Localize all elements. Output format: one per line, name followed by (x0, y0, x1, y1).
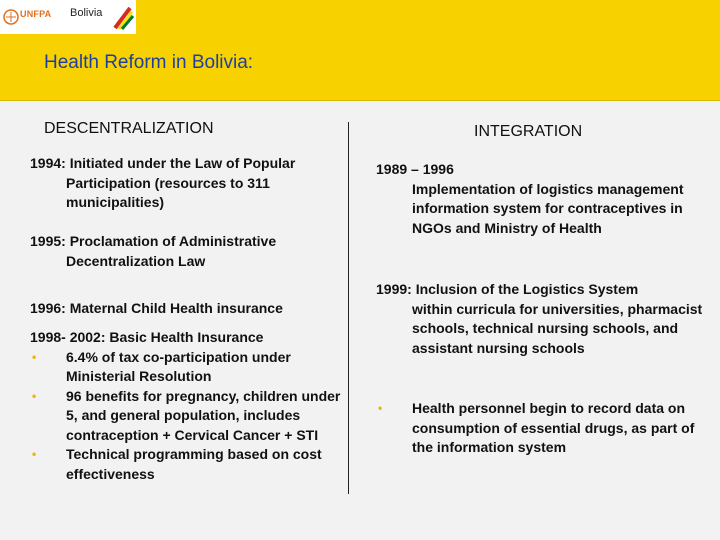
left-item (30, 328, 346, 484)
right-item-lead: 1989 – 1996 (376, 161, 454, 177)
right-item-rest: within curricula for universities, pharmacist schools, technical nursing schools, and assistant nursing schools (412, 300, 703, 356)
bullet-icon: • (378, 401, 383, 415)
bullet-text: 6.4% of tax co-participation under Ministerial Resolution (66, 348, 291, 384)
logo-text: UNFPA (20, 9, 52, 19)
left-item (30, 299, 346, 319)
country-label: Bolivia (70, 7, 103, 19)
right-bullets (376, 399, 706, 458)
bullet-icon: • (32, 388, 37, 403)
bullet-text: Health personnel begin to record data on consumption of essential drugs, as part of the information system (412, 400, 695, 455)
left-item-rest: Participation (resources to 311 municipalities) (66, 174, 270, 210)
left-item-lead: 1994: Initiated under the Law of Popular (30, 155, 296, 171)
list-item (30, 445, 346, 484)
left-item-lead: 1996: Maternal Child Health insurance (30, 300, 283, 316)
bullet-text: Technical programming based on cost effectiveness (66, 446, 322, 482)
right-item (376, 160, 706, 238)
left-item-rest: Decentralization Law (66, 252, 206, 269)
list-item (30, 348, 346, 387)
left-item-lead: 1995: Proclamation of Administrative (30, 233, 277, 249)
left-column-heading: DESCENTRALIZATION (44, 120, 214, 137)
column-divider (348, 122, 349, 494)
bullet-icon: • (32, 447, 37, 461)
bullet-icon: • (32, 349, 37, 364)
left-item (30, 154, 346, 213)
right-item (376, 280, 706, 358)
list-item (376, 399, 706, 458)
list-item (30, 387, 346, 446)
left-item (30, 232, 346, 271)
header-banner (0, 0, 720, 101)
right-column-heading: INTEGRATION (474, 123, 583, 140)
bullet-text: 96 benefits for pregnancy, children under 5, and general population, includes contraception + Cervical Cancer + STI (66, 387, 341, 443)
logo-area (0, 0, 136, 34)
right-item-rest: Implementation of logistics management information system for contraceptives in NGOs and Ministry of Health (412, 180, 684, 236)
bolivia-flag-icon (112, 4, 134, 30)
right-item-lead: 1999: Inclusion of the Logistics System (376, 281, 639, 297)
page-title: Health Reform in Bolivia: (44, 52, 254, 73)
left-item-lead: 1998- 2002: Basic Health Insurance (30, 329, 264, 345)
